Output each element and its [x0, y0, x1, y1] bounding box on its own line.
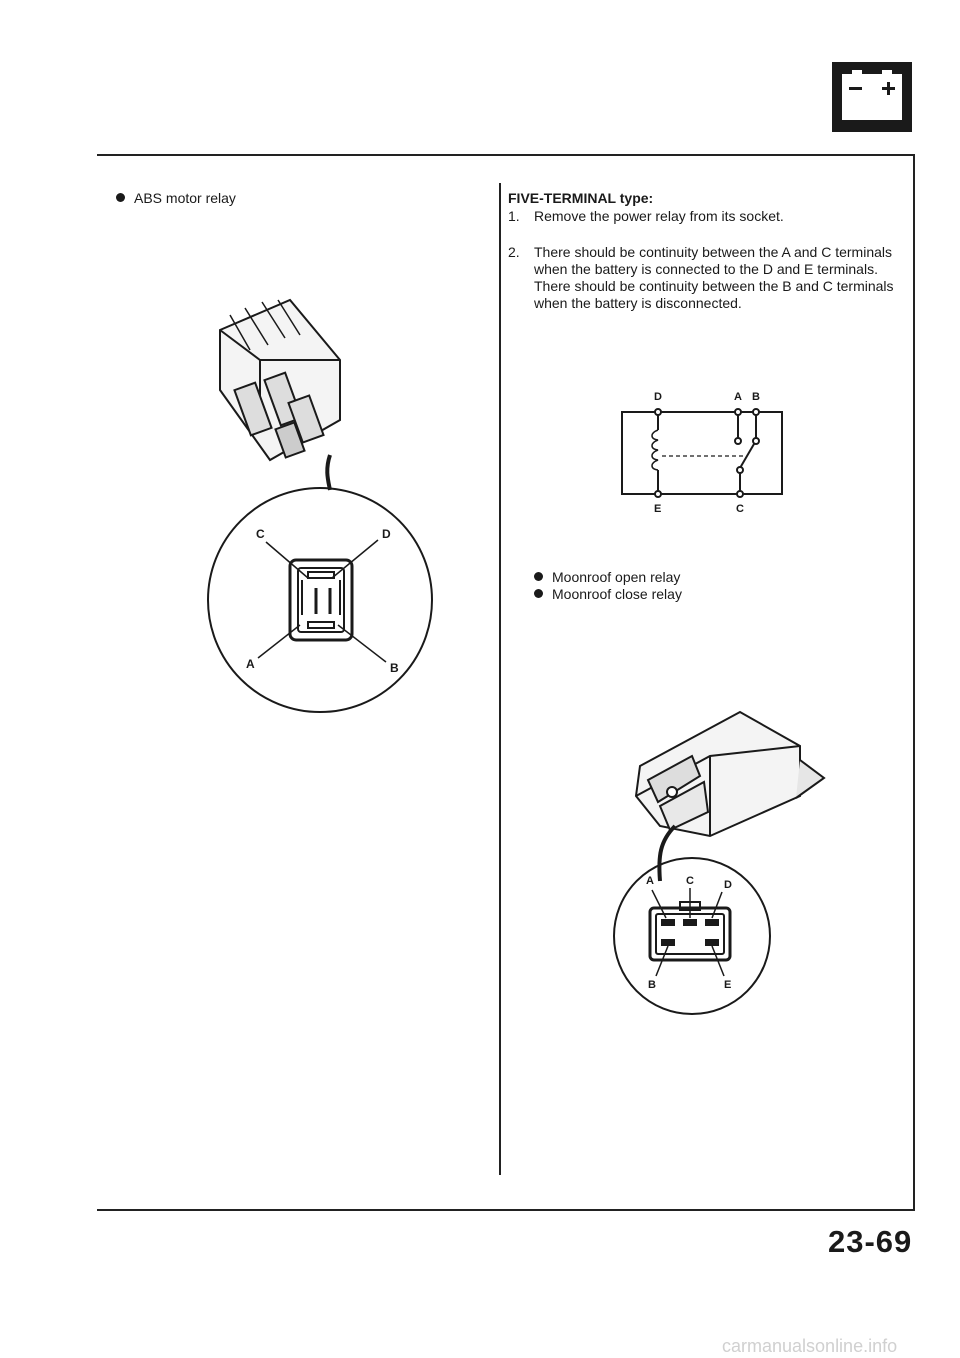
relay-circuit-diagram: [612, 386, 792, 516]
terminal-a-label: A: [646, 875, 654, 887]
step-1: [508, 208, 898, 225]
step-text-continued: There should be continuity between the B and C terminals when the battery is disconnected.: [534, 278, 894, 311]
step-number: 2.: [508, 244, 520, 260]
terminal-b-label: B: [648, 979, 656, 991]
bullet-icon: [534, 572, 543, 581]
bullet-icon: [116, 193, 125, 202]
battery-icon: [832, 62, 912, 132]
moonroof-relay-illustration: [600, 706, 840, 1026]
step-text: Remove the power relay from its socket.: [534, 208, 784, 224]
terminal-a-label: A: [246, 657, 255, 671]
terminal-a-label: A: [734, 391, 742, 403]
step-number: 1.: [508, 208, 520, 224]
column-divider: [499, 183, 501, 1175]
frame-top-rule: [97, 154, 915, 156]
terminal-c-label: C: [686, 875, 694, 887]
abs-relay-illustration: [180, 290, 450, 720]
terminal-d-label: D: [654, 391, 662, 403]
terminal-d-label: D: [382, 527, 391, 541]
step-2: [508, 244, 900, 312]
terminal-b-label: B: [390, 661, 399, 675]
step-text: There should be continuity between the A and C terminals when the battery is connected to the D and E terminals.: [534, 244, 892, 277]
terminal-d-label: D: [724, 879, 732, 891]
footer-watermark: carmanualsonline.info: [722, 1336, 898, 1356]
terminal-b-label: B: [752, 391, 760, 403]
five-terminal-heading: FIVE-TERMINAL type:: [508, 190, 654, 206]
abs-relay-label: ABS motor relay: [116, 188, 236, 208]
terminal-e-label: E: [654, 503, 662, 515]
frame-bottom-rule: [97, 1209, 915, 1211]
terminal-c-label: C: [736, 503, 744, 515]
moonroof-open-relay-label: Moonroof open relay: [534, 567, 680, 587]
terminal-e-label: E: [724, 979, 732, 991]
page-number: 23-69: [828, 1224, 913, 1259]
terminal-c-label: C: [256, 527, 265, 541]
moonroof-close-relay-label: Moonroof close relay: [534, 584, 682, 604]
bullet-icon: [534, 589, 543, 598]
frame-right-rule: [913, 155, 915, 1210]
